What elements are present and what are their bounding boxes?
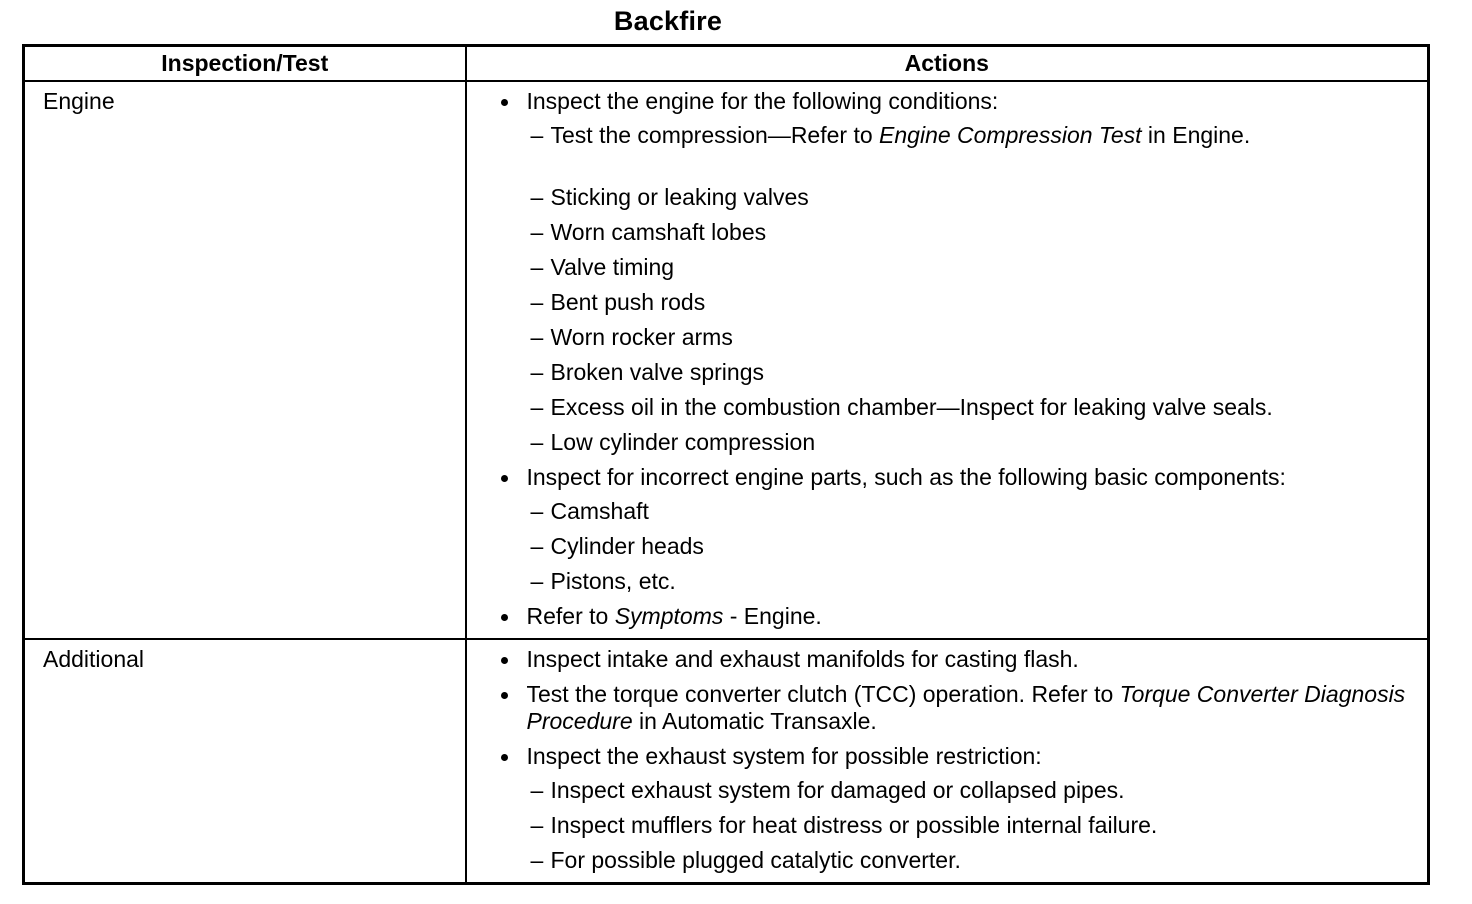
list-item [501, 743, 1418, 874]
bullet-icon [501, 692, 508, 699]
dash-icon: – [530, 812, 544, 838]
sub-text: in Engine. [1141, 122, 1251, 148]
additional-action-list [501, 646, 1418, 874]
dash-icon: – [530, 122, 544, 148]
reference-link-text: Torque Converter Diagnosis Procedure [526, 681, 1406, 734]
action-text: - Engine. [723, 603, 822, 629]
sub-text: Bent push rods [550, 289, 706, 315]
sub-text: Test the compression—Refer to [550, 122, 880, 148]
sub-list-item [527, 429, 1418, 456]
sub-list-item [527, 219, 1418, 246]
sub-list-item [527, 359, 1418, 386]
list-item [501, 646, 1418, 673]
sub-text: Inspect mufflers for heat distress or possible internal failure. [550, 812, 1158, 838]
sub-list-item [527, 254, 1418, 281]
backfire-table [22, 44, 1430, 885]
actions-cell-engine [466, 81, 1429, 639]
sub-list-item [527, 777, 1418, 804]
sub-text: Sticking or leaking valves [550, 184, 809, 210]
table-row-additional [24, 639, 1429, 884]
engine-action-list [501, 88, 1418, 630]
sub-text: Excess oil in the combustion chamber—Inspect for leaking valve seals. [550, 394, 1273, 420]
list-item [501, 464, 1418, 595]
sub-list-item [527, 184, 1418, 211]
actions-cell-additional [466, 639, 1429, 884]
table-row-engine [24, 81, 1429, 639]
dash-icon: – [530, 498, 544, 524]
action-text: Inspect for incorrect engine parts, such as the following basic components: [526, 464, 1286, 490]
column-header-inspection: Inspection/Test [24, 46, 466, 82]
dash-icon: – [530, 429, 544, 455]
action-text: Inspect intake and exhaust manifolds for casting flash. [526, 646, 1079, 672]
dash-icon: – [530, 289, 544, 315]
table-header-row [24, 46, 1429, 82]
dash-icon: – [530, 184, 544, 210]
sub-list-item [527, 122, 1418, 149]
sub-list [527, 122, 1418, 456]
dash-icon: – [530, 533, 544, 559]
sub-text: Valve timing [550, 254, 675, 280]
action-text: Inspect the engine for the following conditions: [526, 88, 999, 114]
dash-icon: – [530, 359, 544, 385]
sub-list-item [527, 498, 1418, 525]
sub-list-item [527, 324, 1418, 351]
sub-list [527, 777, 1418, 874]
sub-list [527, 498, 1418, 595]
sub-text: Low cylinder compression [550, 429, 816, 455]
dash-icon: – [530, 568, 544, 594]
action-text: Inspect the exhaust system for possible restriction: [526, 743, 1042, 769]
row-label-engine: Engine [24, 81, 466, 639]
sub-list-item [527, 847, 1418, 874]
sub-text: Worn rocker arms [550, 324, 733, 350]
sub-list-item [527, 289, 1418, 316]
sub-text: Pistons, etc. [550, 568, 676, 594]
sub-list-item [527, 533, 1418, 560]
dash-icon: – [530, 777, 544, 803]
bullet-icon [501, 657, 508, 664]
column-header-actions: Actions [466, 46, 1429, 82]
dash-icon: – [530, 847, 544, 873]
bullet-icon [501, 99, 508, 106]
list-item [501, 603, 1418, 630]
reference-link-text: Symptoms [614, 603, 724, 629]
action-text: in Automatic Transaxle. [632, 708, 877, 734]
document-title: Backfire [613, 6, 723, 36]
dash-icon: – [530, 254, 544, 280]
row-label-additional: Additional [24, 639, 466, 884]
sub-text: Worn camshaft lobes [550, 219, 767, 245]
sub-text: For possible plugged catalytic converter. [550, 847, 961, 873]
action-text: Test the torque converter clutch (TCC) operation. Refer to [526, 681, 1120, 707]
sub-list-item [527, 568, 1418, 595]
list-item [501, 88, 1418, 456]
bullet-icon [501, 614, 508, 621]
bullet-icon [501, 475, 508, 482]
sub-text: Broken valve springs [550, 359, 764, 385]
bullet-icon [501, 754, 508, 761]
dash-icon: – [530, 219, 544, 245]
reference-link-text: Engine Compression Test [879, 122, 1142, 148]
sub-list-item [527, 394, 1418, 421]
sub-text: Inspect exhaust system for damaged or collapsed pipes. [550, 777, 1125, 803]
sub-text: Camshaft [550, 498, 649, 524]
sub-list-item [527, 812, 1418, 839]
dash-icon: – [530, 324, 544, 350]
sub-text: Cylinder heads [550, 533, 704, 559]
dash-icon: – [530, 394, 544, 420]
list-item [501, 681, 1418, 735]
action-text: Refer to [526, 603, 615, 629]
